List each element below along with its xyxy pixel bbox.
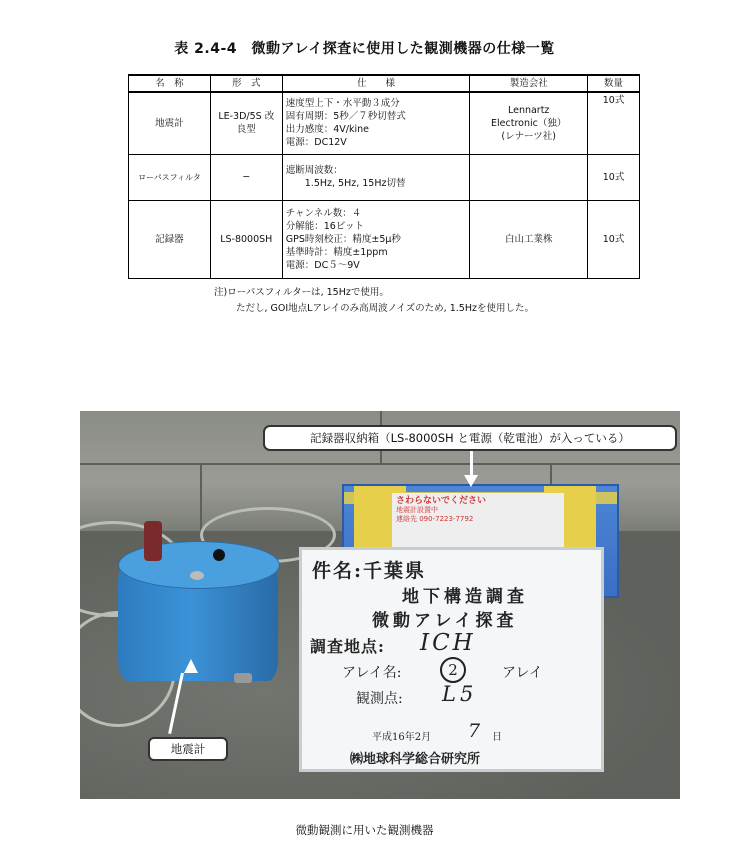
maker-line: (レナーツ社) [501, 130, 556, 142]
sheet-line: 連絡先 090-7223-7792 [396, 515, 474, 523]
row-recorder-maker: 白山工業株 [470, 200, 588, 278]
header-spec: 仕 様 [282, 75, 470, 92]
board-company: ㈱地球科学総合研究所 [350, 752, 481, 767]
row-filter-type: ─ [210, 154, 282, 200]
row-recorder-type: LS-8000SH [210, 200, 282, 278]
spec-line: 基準時計：精度±1ppm [285, 246, 388, 258]
spec-line: GPS時刻校正：精度±5μ秒 [285, 233, 401, 245]
row-seismometer-spec [282, 92, 470, 154]
row-recorder-spec [282, 200, 470, 278]
board-date-suffix: 日 [492, 732, 502, 743]
row-filter-spec [282, 154, 470, 200]
spec-line: チャンネル数：４ [285, 207, 362, 219]
board-array-suffix: アレイ [502, 665, 543, 681]
board-case-value-1: 地下構造調査 [402, 587, 528, 607]
row-seismometer-name: 地震計 [129, 92, 211, 154]
spec-line: 分解能：16ビット [285, 220, 364, 232]
header-maker: 製造会社 [470, 75, 588, 92]
spec-line: 遮断周波数： [285, 165, 343, 176]
header-type: 形 式 [210, 75, 282, 92]
row-filter-qty: 10式 [588, 154, 640, 200]
recorder-box-callout: 記録器収納箱（LS-8000SH と電源（乾電池）が入っている） [263, 425, 677, 451]
equipment-photo [80, 411, 680, 799]
spec-line: 電源：DC５～9V [285, 259, 360, 271]
knob-icon [213, 549, 225, 561]
table-row [129, 154, 640, 200]
foot-icon [234, 673, 252, 683]
row-seismometer-qty: 10式 [588, 92, 640, 154]
board-date-day: 7 [468, 720, 481, 742]
board-site-value: ICH [420, 630, 476, 656]
row-seismometer-maker [470, 92, 588, 154]
spec-line: 1.5Hz, 5Hz, 15Hz切替 [285, 178, 406, 189]
sheet-line: さわらないでください [396, 496, 487, 506]
table-note: 注)ローパスフィルターは, 15Hzで使用。 [214, 287, 389, 298]
board-array-label: アレイ名: [342, 665, 402, 681]
maker-line: Lennartz [507, 104, 550, 116]
spec-line: 出力感度：4V/kine [285, 124, 370, 136]
survey-signboard [299, 547, 604, 772]
table-title: 表 2.4-4 微動アレイ探査に使用した観測機器の仕様一覧 [174, 41, 555, 57]
board-case-label: 件名:千葉県 [312, 560, 427, 582]
spec-line: 速度型上下・水平動３成分 [285, 98, 400, 110]
board-date-prefix: 平成16年2月 [372, 732, 432, 743]
table-row [129, 200, 640, 278]
board-case-value-2: 微動アレイ探査 [372, 611, 518, 631]
arrow-head-icon [184, 659, 198, 673]
board-array-number [440, 657, 466, 683]
table-header-row [129, 75, 640, 92]
header-name: 名 称 [129, 75, 211, 92]
table-note-continued: ただし, GOI地点Lアレイのみ高周波ノイズのため, 1.5Hzを使用した。 [236, 303, 534, 314]
seismometer-lid [118, 541, 280, 589]
level-bubble-icon [190, 571, 204, 580]
board-site-label: 調査地点: [310, 637, 385, 656]
row-seismometer-type [210, 92, 282, 154]
maker-line: Electronic（独） [491, 117, 567, 129]
board-obs-value: L5 [442, 682, 478, 706]
sheet-line: 地震計設置中 [396, 506, 438, 514]
seismometer [118, 541, 278, 681]
seismometer-callout: 地震計 [148, 737, 228, 761]
board-array-number-text: 2 [448, 661, 458, 679]
spec-table [128, 74, 640, 279]
connector-icon [144, 521, 162, 561]
header-qty: 数量 [588, 75, 640, 92]
spec-line: 電源：DC12V [285, 137, 347, 149]
arrow-head-icon [464, 475, 478, 487]
row-filter-name: ローパスフィルタ [129, 154, 211, 200]
row-recorder-name: 記録器 [129, 200, 211, 278]
board-obs-label: 観測点: [356, 691, 403, 707]
seismometer-type: LE-3D/5S 改良型 [218, 111, 275, 136]
spec-line: 固有周期：5秒／７秒切替式 [285, 111, 406, 123]
row-filter-maker [470, 154, 588, 200]
photo-caption: 微動観測に用いた観測機器 [295, 823, 434, 837]
row-recorder-qty: 10式 [588, 200, 640, 278]
table-row [129, 92, 640, 154]
